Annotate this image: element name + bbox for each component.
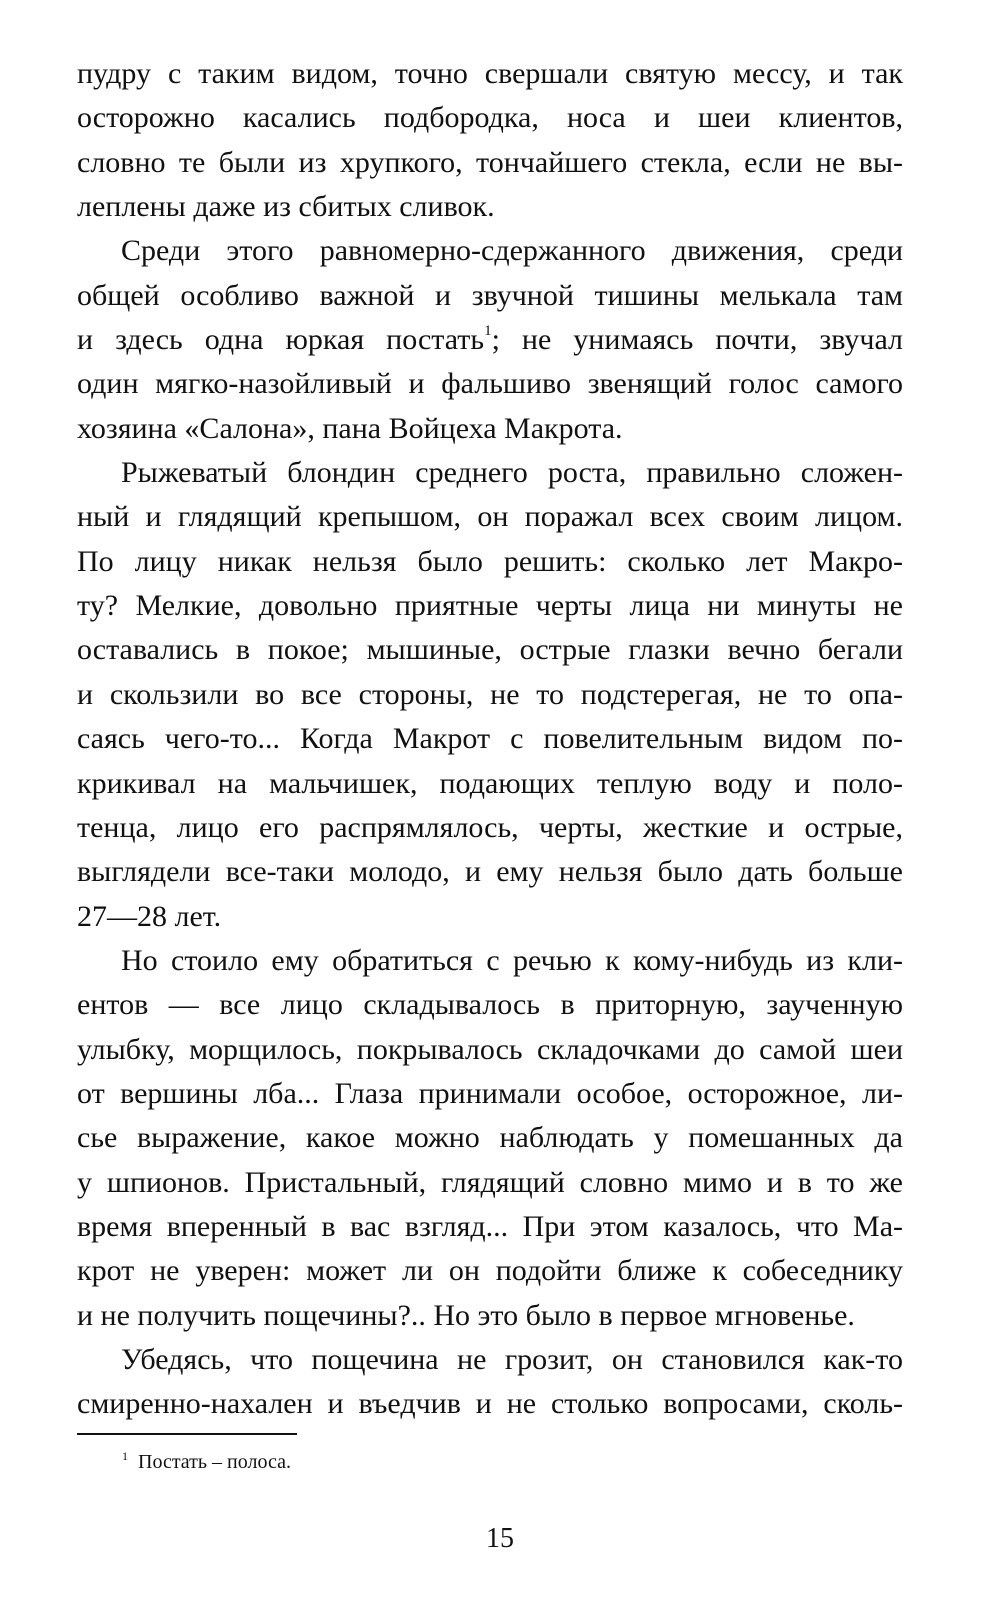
paragraph-line: смиренно-нахален и въедчив и не столько вопросами, сколь- (77, 1387, 903, 1421)
paragraph-line: и не получить пощечины?.. Но это было в первое мгновенье. (77, 1298, 855, 1332)
paragraph-line: По лицу никак нельзя было решить: сколько лет Макро- (77, 544, 903, 578)
paragraph-line: ту? Мелкие, довольно приятные черты лица ни минуты не (77, 589, 903, 623)
paragraph-line: выглядели все-таки молодо, и ему нельзя было дать больше (77, 855, 903, 889)
text-segment: ; не унимаясь почти, звучал (491, 323, 903, 357)
paragraph-line: словно те были из хрупкого, тончайшего стекла, если не вы- (77, 145, 903, 179)
footnote-reference[interactable]: 1 (484, 323, 492, 340)
paragraph-line: 27—28 лет. (77, 899, 222, 933)
footnote-text: Постать – полоса. (138, 1451, 291, 1473)
footnote (122, 1448, 291, 1476)
paragraph-line: улыбку, морщилось, покрывалось складочками до самой шеи (77, 1032, 903, 1066)
footnote-marker: 1 (122, 1449, 128, 1463)
body-text (77, 52, 903, 1427)
paragraph-line: время вперенный в вас взгляд... При этом казалось, что Ма- (77, 1209, 903, 1243)
paragraph-line: тенца, лицо его распрямлялось, черты, жесткие и острые, (77, 810, 903, 844)
paragraph-line: осторожно касались подбородка, носа и шеи клиентов, (77, 101, 903, 135)
paragraph-line: Но стоило ему обратиться с речью к кому-нибудь из кли- (121, 943, 903, 977)
paragraph-line: Убедясь, что пощечина не грозит, он становился как-то (121, 1342, 903, 1376)
text-segment: и здесь одна юркая постать (77, 323, 485, 357)
paragraph-line: общей особливо важной и звучной тишины мелькала там (77, 278, 903, 312)
paragraph-line-with-footnote-ref (77, 318, 903, 362)
page-number: 15 (486, 1523, 514, 1554)
paragraph-line: и скользили во все стороны, не то подстерегая, не то опа- (77, 677, 903, 711)
paragraph-line: крот не уверен: может ли он подойти ближе к собеседнику (77, 1254, 903, 1288)
paragraph-line: саясь чего-то... Когда Макрот с повелительным видом по- (77, 722, 903, 756)
paragraph-line: оставались в покое; мышиные, острые глазки вечно бегали (77, 633, 903, 667)
paragraph-line: от вершины лба... Глаза принимали особое, осторожное, ли- (77, 1076, 903, 1110)
paragraph-line: сье выражение, какое можно наблюдать у помешанных да (77, 1121, 903, 1155)
paragraph-line: Среди этого равномерно-сдержанного движения, среди (121, 234, 903, 268)
paragraph-line: у шпионов. Пристальный, глядящий словно мимо и в то же (77, 1165, 903, 1199)
paragraph-line: ный и глядящий крепышом, он поражал всех своим лицом. (77, 500, 903, 534)
paragraph-line: пудру с таким видом, точно свершали святую мессу, и так (77, 57, 903, 90)
paragraph-line: леплены даже из сбитых сливок. (77, 190, 495, 224)
paragraph-line: хозяина «Салона», пана Войцеха Макрота. (77, 411, 623, 445)
paragraph-line: ентов — все лицо складывалось в приторную, заученную (77, 988, 903, 1022)
footnote-divider (77, 1433, 297, 1435)
paragraph-line: крикивал на мальчишек, подающих теплую воду и поло- (77, 766, 903, 800)
paragraph-line: один мягко-назойливый и фальшиво звенящий голос самого (77, 367, 903, 401)
paragraph-line: Рыжеватый блондин среднего роста, правильно сложен- (121, 456, 903, 490)
